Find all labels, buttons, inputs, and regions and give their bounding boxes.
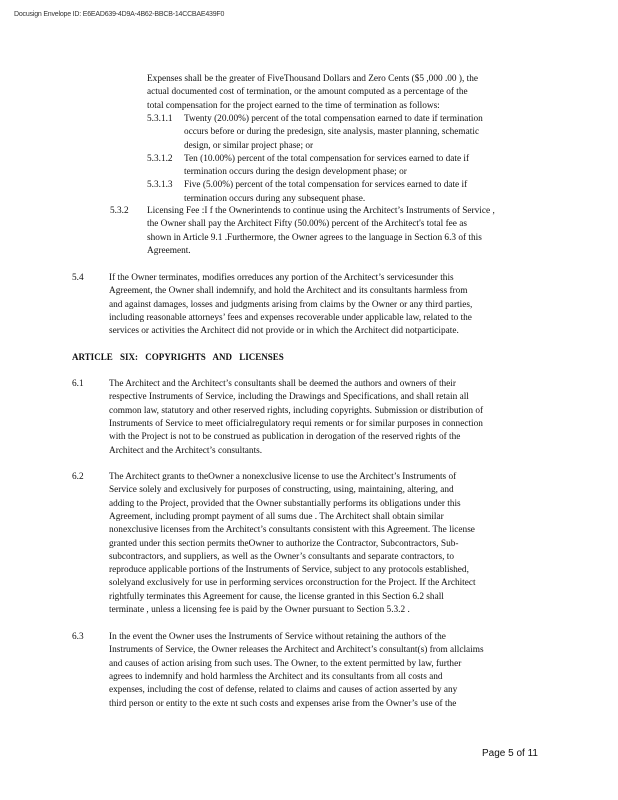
- text-line: termination occurs during the design development phase; or: [184, 167, 407, 178]
- text-line: reproduce applicable portions of the Instruments of Service, subject to any protocols established,: [109, 565, 469, 576]
- subsection-number: 5.3.1.2: [147, 153, 173, 164]
- text-line: The Architect and the Architect’s consultants shall be deemed the authors and owners of their: [109, 379, 456, 389]
- text-line: design, or similar project phase; or: [184, 140, 314, 151]
- section-number: 6.1: [72, 379, 84, 389]
- text-line: solelyand exclusively for use in performing services orconstruction for the Project. If the Architect: [109, 578, 476, 589]
- text-line: Instruments of Service to meet officialregulatory requi rements or for similar purposes in connection: [109, 418, 483, 429]
- text-line: and against damages, losses and judgments arising from claims by the Owner or any third parties,: [109, 299, 473, 310]
- text-line: Twenty (20.00%) percent of the total compensation earned to date if termination: [184, 113, 483, 124]
- text-line: and causes of action arising from such uses. The Owner, to the extent permitted by law, further: [109, 658, 462, 669]
- text-line: Expenses shall be the greater of FiveThousand Dollars and Zero Cents ($5 ,000 .00 ), the: [147, 74, 478, 84]
- page-number: Page 5 of 11: [482, 748, 538, 759]
- text-line: rightfully terminates this Agreement for cause, the license granted in this Section 6.2 shall: [109, 591, 444, 602]
- article-heading: ARTICLE SIX: COPYRIGHTS AND LICENSES: [72, 352, 284, 362]
- section-number: 5.4: [72, 273, 84, 283]
- text-line: Service solely and exclusively for purposes of constructing, using, maintaining, altering, and: [109, 485, 454, 496]
- text-line: third person or entity to the exte nt such costs and expenses arise from the Owner’s use of the: [109, 698, 457, 709]
- text-line: If the Owner terminates, modifies orreduces any portion of the Architect’s servicesunder this: [109, 273, 454, 283]
- text-line: subcontractors, and suppliers, as well as the Owner’s consultants and separate contractors, to: [109, 551, 455, 562]
- text-line: Five (5.00%) percent of the total compensation for services earned to date if: [184, 180, 468, 191]
- text-line: Instruments of Service, the Owner releases the Architect and Architect’s consultant(s) from allclaims: [109, 645, 484, 656]
- text-line: Agreement.: [147, 245, 191, 256]
- text-line: termination occurs during any subsequent phase.: [184, 193, 366, 204]
- envelope-id: Docusign Envelope ID: E6EAD639-4D9A-4B62-BBCB-14CCBAE439F0: [14, 11, 225, 18]
- text-line: total compensation for the project earned to the time of termination as follows:: [147, 100, 440, 111]
- text-line: with the Project is not to be construed as publication in derogation of the reserved rights of the: [109, 432, 461, 443]
- text-line: services or activities the Architect did not provide or in which the Architect did notparticipate.: [109, 326, 459, 337]
- subsection-number: 5.3.1.3: [147, 180, 173, 191]
- text-line: granted under this section permits theOwner to authorize the Contractor, Subcontractors, Sub-: [109, 538, 459, 549]
- text-line: occurs before or during the predesign, site analysis, master planning, schematic: [184, 127, 480, 138]
- text-line: In the event the Owner uses the Instruments of Service without retaining the authors of the: [109, 632, 446, 642]
- text-line: Architect and the Architect’s consultants.: [109, 445, 263, 456]
- text-line: actual documented cost of termination, or the amount computed as a percentage of the: [147, 87, 468, 98]
- text-line: common law, statutory and other reserved rights, including copyrights. Submission or distribution of: [109, 405, 484, 416]
- section-number: 6.2: [72, 472, 84, 482]
- text-line: Ten (10.00%) percent of the total compensation for services earned to date if: [184, 153, 470, 164]
- text-line: Agreement, including prompt payment of all sums due . The Architect shall obtain similar: [109, 511, 444, 522]
- text-line: The Architect grants to theOwner a nonexclusive license to use the Architect’s Instruments of: [109, 472, 457, 482]
- text-line: Agreement, the Owner shall indemnify, and hold the Architect and its consultants harmless from: [109, 286, 468, 297]
- text-line: terminate , unless a licensing fee is paid by the Owner pursuant to Section 5.3.2 .: [109, 605, 410, 615]
- text-line: respective Instruments of Service, including the Drawings and Specifications, and shall retain all: [109, 392, 469, 403]
- text-line: including reasonable attorneys’ fees and expenses recoverable under applicable law, related to the: [109, 312, 472, 323]
- subsection-number: 5.3.1.1: [147, 113, 173, 124]
- text-line: expenses, including the cost of defense, related to claims and causes of action asserted by any: [109, 685, 458, 696]
- text-line: nonexclusive licenses from the Architect’s consultants consistent with this Agreement. The license: [109, 525, 475, 536]
- text-line: adding to the Project, provided that the Owner substantially performs its obligations under this: [109, 498, 461, 509]
- section-number: 5.3.2: [110, 206, 129, 216]
- text-line: shown in Article 9.1 .Furthermore, the Owner agrees to the language in Section 6.3 of this: [147, 232, 482, 243]
- text-line: agrees to indemnify and hold harmless the Architect and its consultants from all costs and: [109, 671, 443, 682]
- section-number: 6.3: [72, 632, 84, 642]
- text-line: Licensing Fee :I f the Ownerintends to continue using the Architect’s Instruments of Service ,: [147, 206, 495, 216]
- text-line: the Owner shall pay the Architect Fifty (50.00%) percent of the Architect's total fee as: [147, 219, 467, 230]
